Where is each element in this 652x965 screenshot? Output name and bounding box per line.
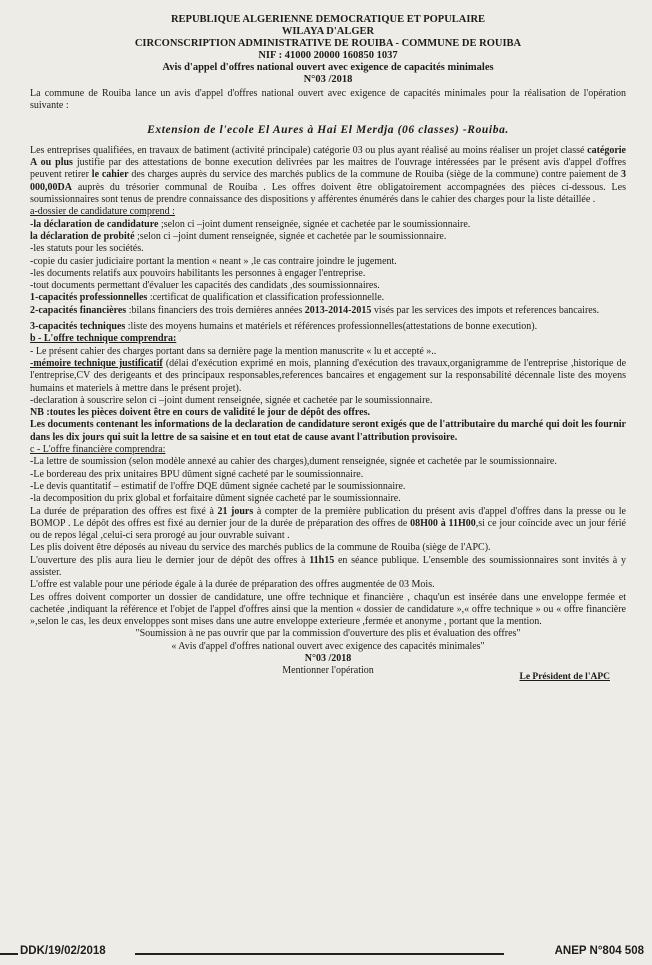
eligibility-price: 3 000,00DA — [30, 169, 626, 193]
notice-number: N°03 /2018 — [303, 74, 353, 85]
section-c — [30, 444, 626, 505]
text: La durée de préparation des offres est fixé à — [30, 505, 218, 517]
section-a-title: a-dossier de candidature comprend : — [30, 206, 175, 218]
header-nif: NIF : 41000 20000 160850 1037 — [258, 50, 398, 61]
section-a-item — [30, 219, 626, 231]
header-circonscription: CIRCONSCRIPTION ADMINISTRATIVE DE ROUIBA - COMMUNE DE ROUIBA — [134, 38, 522, 49]
header — [30, 14, 626, 86]
footer-ref-left: DDK/19/02/2018 — [20, 945, 106, 957]
section-c-item: -Le bordereau des prix unitaires BPU dûment signé cacheté par le soumissionnaire. — [30, 468, 364, 480]
deposit-paragraph: Les plis doivent être déposés au niveau du service des marchés publics de la commune de Rouiba (siège de l'APC). — [30, 542, 491, 554]
project-title: Extension de l'ecole El Aures à Hai El Merdja (06 classes) -Rouiba. — [147, 123, 509, 136]
nb-note: NB :toutes les pièces doivent être en cours de validité le jour de dépôt des offres. — [30, 407, 370, 419]
validity-paragraph: L'offre est valable pour une période égale à la durée de préparation des offres augmentée de 03 Mois. — [30, 579, 435, 591]
section-b-item: -declaration à souscrire selon ci –joint dument renseignée, signée et cachetée par le soumissionnaire. — [30, 394, 433, 406]
envelope-quote-1: "Soumission à ne pas ouvrir que par la commission d'ouverture des plis et évaluation des offres" — [135, 628, 521, 640]
item-label: -mémoire technique justificatif — [30, 357, 163, 369]
section-a-item: -les documents relatifs aux pouvoirs habilitants les personnes à engager l'entreprise. — [30, 267, 366, 279]
eligibility-text-1: Les entreprises qualifiées, en travaux de batiment (activité principale) catégorie 03 ou plus ayant réalisé au moins réaliser un projet classé — [30, 144, 588, 156]
footer-rule-middle — [135, 953, 504, 955]
section-a-item: -copie du casier judiciaire portant la mention « neant » ,le cas contraire joindre le jugement. — [30, 255, 397, 267]
closing-number: N°03 /2018 — [304, 653, 352, 665]
section-a — [30, 206, 626, 333]
header-republic: REPUBLIQUE ALGERIENNE DEMOCRATIQUE ET POPULAIRE — [170, 14, 486, 25]
eligibility-category: catégorie A ou plus — [30, 144, 626, 169]
item-label: 2-capacités financières — [30, 304, 127, 316]
eligibility-cahier: le cahier — [91, 169, 129, 181]
item-label: 1-capacités professionnelles — [30, 292, 148, 304]
eligibility-text-2: justifie par des attestations de bonne execution delivrées par les maitres de l'ouvrage intéressées par le présent avis d'appel d'offres peuvent retirer — [30, 157, 626, 181]
capacity-financial — [30, 305, 626, 317]
item-text: :certificat de qualification et classification professionnelle. — [147, 292, 385, 304]
text: L'ouverture des plis aura lieu le dernier jour de dépôt des offres à — [30, 554, 310, 566]
opening-paragraph — [30, 555, 626, 580]
envelope-paragraph: Les offres doivent comporter un dossier de candidature, une offre technique et financière , chaqu'un est insérée dans une enveloppe fermée et cachetée ,indiquant la référence et l'objet de l'appel d'offres ainsi que la mention « dossier de candidature »,« offre technique » ou « offre financière »,selon le cas, les deux enveloppes sont mises dans une autre enveloppe exterieure ,fermée et anonyme , portant que la mention. — [30, 591, 626, 628]
item-years: 2013-2014-2015 — [304, 304, 372, 316]
item-text: (délai d'exécution exprimé en mois, planning d'exécution des travaux,organigramme de l'entreprise ,historique de l'entreprise,CV des derigeants et des principaux responsables,references bancaires et engagement sur la responsabilité décennale liste des moyens humains et materiels à mettre dans le présent projet). — [30, 357, 627, 394]
section-a-item: -tout documents permettant d'évaluer les capacités des candidats ,des soumissionnaires. — [30, 280, 380, 292]
section-b-item — [30, 358, 626, 395]
section-b — [30, 333, 626, 444]
documents-note: Les documents contenant les informations de la declaration de candidature seront exigés que de l'attributaire du marché qui doit les fournir dans les dix jours qui suit la lettre de sa saisine et en tout etat de cause avant l'attribution provisoire. — [30, 419, 626, 443]
deposit-hours: 08H00 à 11H00 — [410, 517, 476, 529]
text: ,si ce jour coïncide avec un jour férié ou de repos légal ,celui-ci sera prorogé au jour ouvrable suivant . — [30, 517, 626, 542]
section-c-title: c - L'offre financière comprendra: — [30, 444, 166, 456]
text: en séance publique. L'ensemble des soumissionnaires sont invités à y assister. — [30, 554, 626, 578]
duration-days: 21 jours — [217, 505, 254, 517]
item-text: :liste des moyens humains et matériels et références professionnelles(attestations de bonne execution). — [125, 321, 538, 333]
header-wilaya: WILAYA D'ALGER — [281, 26, 375, 37]
notice-title: Avis d'appel d'offres national ouvert avec exigence de capacités minimales — [162, 62, 494, 73]
opening-time: 11h15 — [309, 554, 335, 566]
eligibility-paragraph — [30, 145, 626, 206]
section-c-item: -La lettre de soumission (selon modèle annexé au cahier des charges),dument renseignée, signée et cachetée par le soumissionnaire. — [30, 456, 557, 468]
section-a-item — [30, 231, 626, 243]
section-b-item: - Le présent cahier des charges portant dans sa dernière page la mention manuscrite « lu et accepté ».. — [30, 345, 437, 357]
intro-paragraph: La commune de Rouiba lance un avis d'appel d'offres national ouvert avec exigence de capacités minimales pour la réalisation de l'opération suivante : — [30, 88, 626, 112]
section-a-item: -les statuts pour les sociétés. — [30, 243, 144, 255]
mention-operation: Mentionner l'opération — [282, 665, 374, 677]
president-signature: Le Président de l'APC — [519, 672, 610, 683]
duration-paragraph — [30, 506, 626, 543]
signature-area — [30, 653, 626, 693]
item-label: la déclaration de probité — [30, 230, 135, 242]
section-c-item: -Le devis quantitatif – estimatif de l'offre DQE dûment signée cacheté par le soumissionnaire. — [30, 480, 406, 492]
section-c-item: -la decomposition du prix global et forfaitaire dûment signée cacheté par le soumissionnaire. — [30, 493, 401, 505]
item-label: 3-capacités techniques — [30, 321, 126, 333]
item-text: ;selon ci –joint dument renseignée, signée et cachetée par le soumissionnaire. — [158, 218, 471, 230]
text: à compter de la première publication du présent avis d'appel d'offres dans la presse ou le BOMOP . Le dépôt des offres est fixé au dernier jour de la durée de préparation des offres de — [30, 505, 626, 529]
footer-ref-right: ANEP N°804 508 — [554, 945, 644, 957]
eligibility-text-4: auprès du trésorier communal de Rouiba . Les offres doivent être obligatoirement accompagnées des pièces ci-dessous. Les soumissionnaires sont tenus de prendre connaissance des dispositions y afférentes énumérés dans le cahier des charges pour la liste détaillée . — [30, 181, 626, 206]
capacity-professional — [30, 292, 626, 304]
section-b-title: b - L'offre technique comprendra: — [30, 333, 177, 345]
footer — [0, 945, 652, 961]
item-text: ;selon ci –joint dument renseignée, signée et cachetée par le soumissionnaire. — [134, 230, 447, 242]
capacity-technical — [30, 321, 626, 333]
closing-section — [30, 506, 626, 694]
envelope-quote-2: « Avis d'appel d'offres national ouvert avec exigence des capacités minimales" — [171, 640, 485, 652]
item-label: -la déclaration de candidature — [30, 218, 159, 230]
eligibility-text-3: des charges auprès du service des marchés publics de la commune de Rouiba (siège de la commune) contre paiement de — [128, 169, 621, 181]
item-text: :bilans financiers des trois dernières années — [126, 304, 305, 316]
footer-rule-left — [0, 953, 18, 955]
item-text: visés par les services des impots et references bancaires. — [371, 304, 600, 316]
